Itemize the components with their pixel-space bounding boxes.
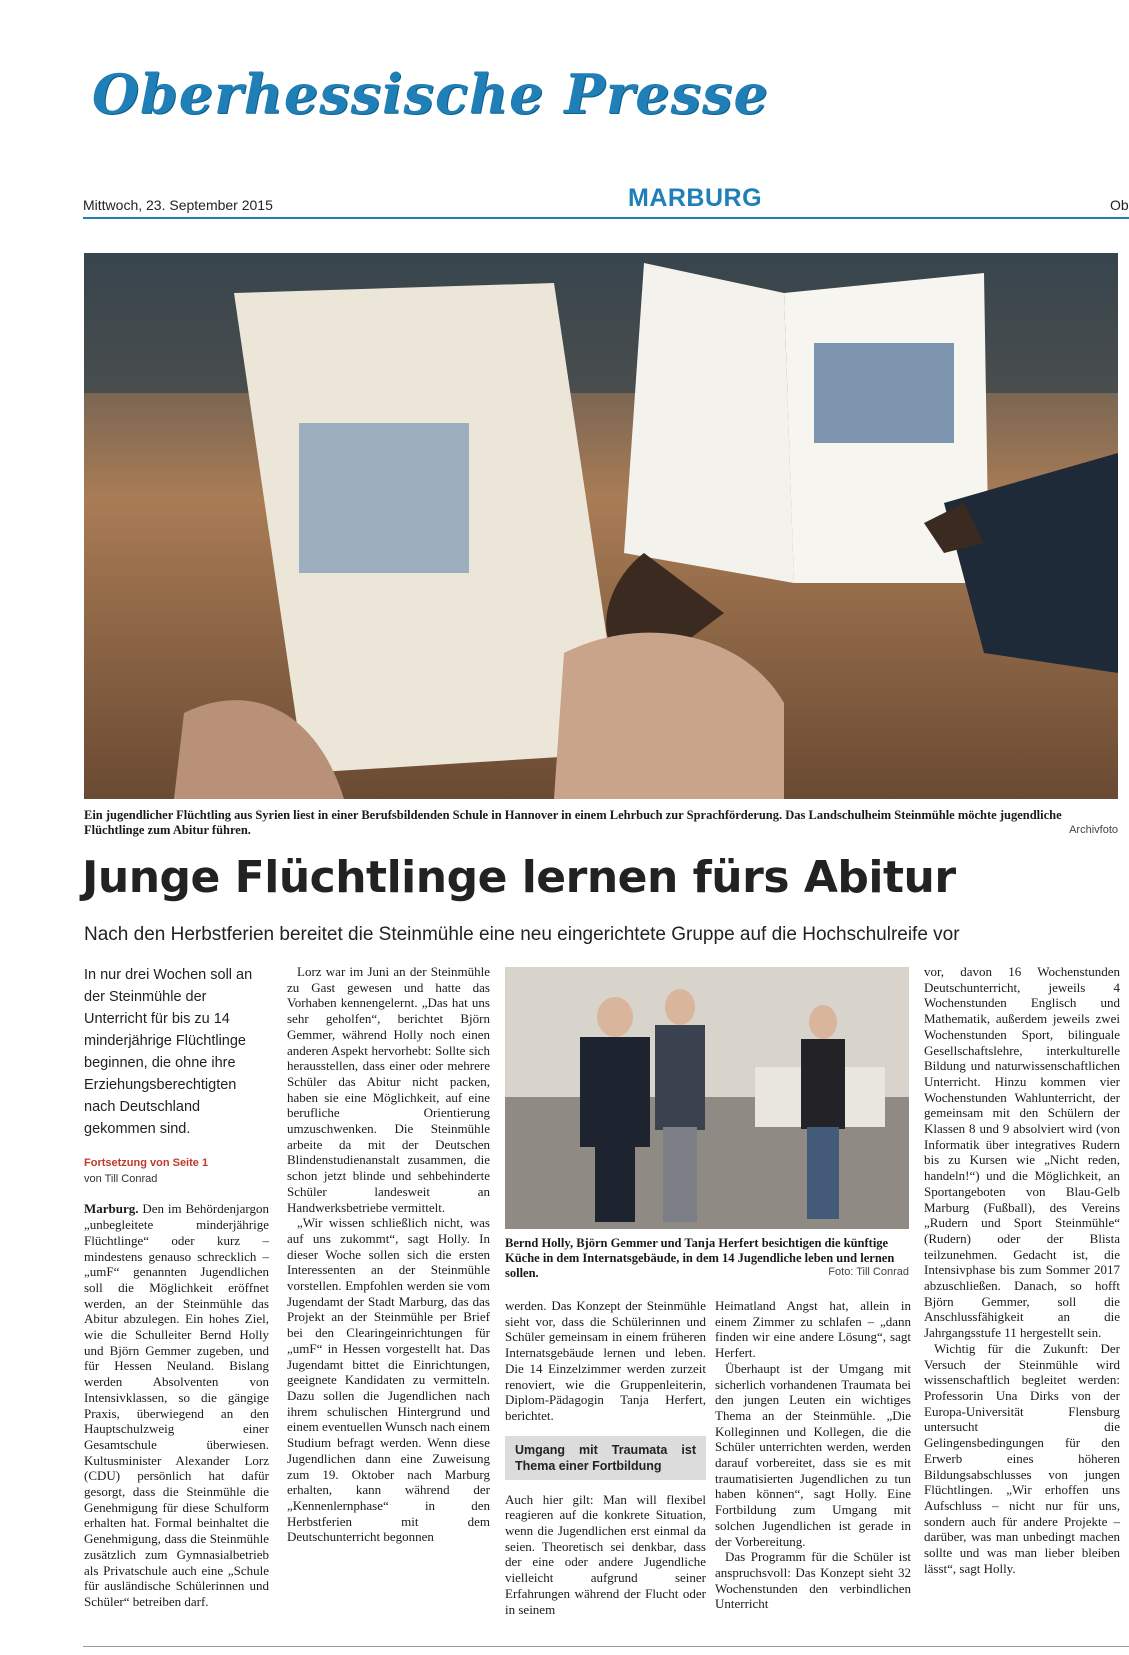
column-3 [505, 1298, 706, 1617]
author-byline: von Till Conrad [84, 1172, 158, 1185]
column-1 [84, 964, 269, 1610]
masthead-logo: Oberhessische Presse [92, 62, 769, 126]
paragraph: „Wir wissen schließlich nicht, was auf uns zukommt“, sagt Holly. In dieser Woche sollen sich die ersten Interessenten an der Steinmühle vorstellen. Empfohlen werden sie vom Jugendamt der Stadt Marburg, das das Projekt an der Steinmühle per Brief bei den Clearingeinrichtungen für „umF“ in Hessen vorgestellt hat. Das Jugendamt bittet die Einrichtungen, geeignete Kandidaten zu vermitteln. Dazu sollen die Jugendlichen nach ihrem schulischen Hintergrund und einem eventuellen Wunsch nach einem Studium befragt werden. Wenn diese Jugendlichen dann eine Zuweisung zum 19. Oktober nach Marburg erhalten, kann während der „Kennenlernphase“ in den Herbstferien mit dem Deutschunterricht begonnen [287, 1215, 490, 1545]
photo-reading-books [84, 253, 1118, 799]
paragraph: Das Programm für die Schüler ist anspruchsvoll: Das Konzept sieht 32 Wochenstunden den verbindlichen Unterricht [715, 1549, 911, 1612]
paragraph: vor, davon 16 Wochenstunden Deutschunterricht, jeweils 4 Wochenstunden Englisch und Mathematik, außerdem jeweils zwei Wochenstunden Sport, bilinguale Gesellschaftslehre, interkulturelle Bildung und naturwissenschaftlichen Unterricht. Hinzu kommen vier Wochenstunden Wahlunterricht, der gemeinsam mit den Schülern der Klassen 8 und 9 absolviert wird (von Informatik über integratives Rudern bis zu Kursen wie „Nicht reden, handeln!“) und die Möglichkeit, an Sportangeboten von Blau-Gelb Marburg (Fußball), des Vereins „Rudern und Sport Steinmühle“ (Rudern) oder der Blista teilzunehmen. Gedacht ist, die Intensivphase bis zum Sommer 2017 abzuschließen. Danach, so hofft Björn Gemmer, soll die Anschlussfähigkeit an die Jahrgangsstufe 11 hergestellt sein. [924, 964, 1120, 1341]
paragraph-text: Den im Behördenjargon „unbegleitete minderjährige Flüchtlinge“ oder kurz – mindestens genauso schrecklich – „umF“ genannten Jugendlichen soll die Möglichkeit eröffnet werden, an der Steinmühle das Abitur abzulegen. Ein hohes Ziel, wie die Schulleiter Bernd Holly und Björn Gemmer zugeben, und für Hessen Neuland. Bislang werden Absolventen von Intensivklassen, so die gängige Praxis, überwiegend an den Hauptschulzweig einer Gesamtschule überwiesen. Kultusminister Alexander Lorz (CDU) persönlich hat dafür gesorgt, dass die Steinmühle die Genehmigung für diese Schulform erhalten hat. Formal beinhaltet die Genehmigung, dass die Steinmühle zusätzlich zum Gymnasialbetrieb als Privatschule auch eine „Schule für ausländische Schülerinnen und Schüler“ betreiben darf. [84, 1201, 269, 1609]
main-photo-credit: Archivfoto [1069, 824, 1118, 836]
column-5 [924, 964, 1120, 1576]
dateline-place: Marburg. [84, 1201, 139, 1217]
paragraph [84, 1201, 269, 1609]
column-4 [715, 1298, 911, 1612]
article-headline: Junge Flüchtlinge lernen fürs Abitur [82, 852, 956, 903]
inter-heading: Umgang mit Traumata ist Thema einer Fortbildung [505, 1436, 706, 1480]
paragraph: Auch hier gilt: Man will flexibel reagieren auf die konkrete Situation, wenn die Jugendlichen erst einmal da seien. Theoretisch sei denkbar, dass der eine oder andere Jugendliche vielleicht aufgrund seiner Erfahrungen während der Flucht oder in seinem [505, 1491, 706, 1617]
intro-text: In nur drei Wochen soll an der Steinmühle der Unterricht für bis zu 14 minderjährige Flüchtlinge beginnen, die ohne ihre Erziehungsberechtigten nach Deutschland gekommen sind. [84, 967, 253, 1137]
main-photo-caption: Ein jugendlicher Flüchtling aus Syrien liest in einer Berufsbildenden Schule in Hannover in einem Lehrbuch zur Sprachförderung. Das Landschulheim Steinmühle möchte jugendliche Flüchtlinge zum Abitur führen. [84, 808, 1062, 837]
inline-photo-credit: Foto: Till Conrad [828, 1266, 909, 1278]
main-photo [84, 253, 1118, 799]
paragraph: Heimatland Angst hat, allein in einem Zimmer zu schlafen – „dann finden wir eine andere Lösung“, sagt Herfert. [715, 1298, 911, 1361]
paragraph: werden. Das Konzept der Steinmühle sieht vor, dass die Schülerinnen und Schüler gemeinsam in einem früheren Internatsgebäude lernen und leben. Die 14 Einzelzimmer werden zurzeit renoviert, wie die Gruppenleiterin, Diplom-Pädagogin Tanja Herfert, berichtet. [505, 1298, 706, 1423]
column-2 [287, 964, 490, 1545]
header-rule [83, 217, 1129, 219]
photo-three-people [505, 967, 909, 1229]
inline-photo [505, 967, 909, 1229]
inline-photo-caption: Bernd Holly, Björn Gemmer und Tanja Herfert besichtigen die künftige Küche in dem Internatsgebäude, in dem 14 Jugendliche leben und lernen sollen. [505, 1236, 895, 1280]
paragraph: Wichtig für die Zukunft: Der Versuch der Steinmühle wird wissenschaftlich begleitet werden: Professorin Una Dirks von der Europa-Universität Flensburg untersucht die Gelingensbedingungen für den Erwerb eines höheren Bildungsabschlusses von jungen Flüchtlingen. „Wir erhoffen uns Aufschluss – nicht nur für uns, sondern auch für andere Projekte – darüber, was man unbedingt machen sollte und was man lieber bleiben lässt“, sagt Holly. [924, 1340, 1120, 1576]
continuation-label: Fortsetzung von Seite 1 [84, 1157, 209, 1169]
article-subhead: Nach den Herbstferien bereitet die Steinmühle eine neu eingerichtete Gruppe auf die Hochschulreife vor [84, 924, 960, 945]
paragraph: Lorz war im Juni an der Steinmühle zu Gast gewesen und hatte das Vorhaben kennengelernt. „Das hat uns sehr geholfen“, berichtet Björn Gemmer, während Holly noch einen anderen Aspekt hervorhebt: Sollte sich herausstellen, dass einer oder mehrere Schüler das Abitur nicht packen, haben sie eine Möglichkeit, auf eine berufliche Orientierung umzuschwenken. Die Steinmühle arbeite da mit der Deutschen Blindenstudienanstalt zusammen, die schon jetzt blinde und sehbehinderte Schüler landesweit an Handwerksbetriebe vermittelt. [287, 964, 490, 1215]
cut-off-text: Ob [1110, 197, 1129, 213]
issue-date: Mittwoch, 23. September 2015 [83, 197, 273, 213]
bottom-rule [83, 1646, 1129, 1647]
paragraph: Überhaupt ist der Umgang mit sicherlich vorhandenen Traumata bei den jungen Leuten ein wichtiges Thema an der Steinmühle. „Die Kolleginnen und Kollegen, die die Schüler unterrichten werden, werden darauf vorbereitet, dass sie es mit traumatisierten Jugendlichen zu tun haben können“, sagt Holly. Eine Fortbildung zum Umgang mit solchen Jugendlichen ist gerade in der Vorbereitung. [715, 1360, 911, 1549]
section-title: MARBURG [628, 184, 763, 212]
